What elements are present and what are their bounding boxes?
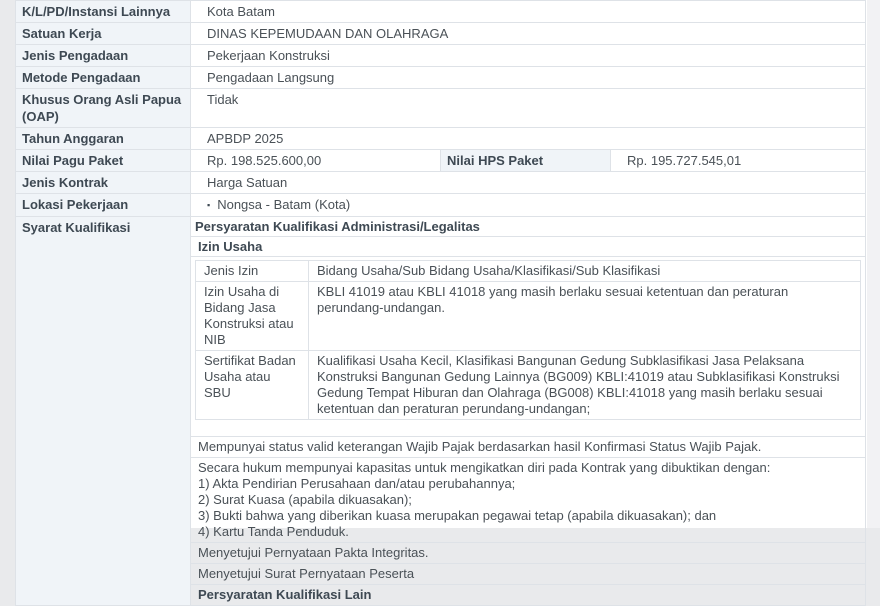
- syarat-kualifikasi-row: [16, 217, 866, 606]
- section-title-kualifikasi-lain: Persyaratan Kualifikasi Lain: [191, 584, 865, 605]
- requirement-pakta-integritas: Menyetujui Pernyataan Pakta Integritas.: [191, 542, 865, 563]
- row-label: Lokasi Pekerjaan: [16, 194, 191, 217]
- table-row: [16, 45, 866, 67]
- table-row: [196, 282, 861, 351]
- lokasi-pekerjaan-row: [16, 194, 866, 217]
- requirement-line: 4) Kartu Tanda Penduduk.: [198, 524, 349, 539]
- row-value: Pekerjaan Konstruksi: [191, 45, 866, 67]
- lokasi-value: [191, 194, 866, 217]
- row-value: Kota Batam: [191, 1, 866, 23]
- tender-detail-table: [15, 0, 866, 606]
- row-label: Satuan Kerja: [16, 23, 191, 45]
- table-row: [16, 1, 866, 23]
- nilai-hps-label: Nilai HPS Paket: [441, 150, 611, 172]
- requirement-line: 3) Bukti bahwa yang diberikan kuasa merupakan pegawai tetap (apabila dikuasakan); dan: [198, 508, 717, 523]
- requirement-wajib-pajak: Mempunyai status valid keterangan Wajib Pajak berdasarkan hasil Konfirmasi Status Wajib Pajak.: [191, 436, 865, 457]
- row-value: DINAS KEPEMUDAAN DAN OLAHRAGA: [191, 23, 866, 45]
- nilai-hps-value: Rp. 195.727.545,01: [611, 150, 866, 172]
- row-value: APBDP 2025: [191, 128, 866, 150]
- izin-row-value: Bidang Usaha/Sub Bidang Usaha/Klasifikasi/Sub Klasifikasi: [309, 261, 861, 282]
- izin-row-label: Izin Usaha di Bidang Jasa Konstruksi atau NIB: [196, 282, 309, 351]
- row-label: Khusus Orang Asli Papua (OAP): [16, 89, 191, 128]
- square-bullet-icon: ▪: [207, 200, 211, 210]
- izin-row-value: KBLI 41019 atau KBLI 41018 yang masih berlaku sesuai ketentuan dan peraturan perundang-undangan.: [309, 282, 861, 351]
- nilai-paket-row: [16, 150, 866, 172]
- requirement-kapasitas-hukum: [191, 457, 865, 542]
- row-value: Tidak: [191, 89, 866, 128]
- content-panel: [15, 0, 867, 602]
- row-label: Jenis Pengadaan: [16, 45, 191, 67]
- nilai-pagu-value: Rp. 198.525.600,00: [191, 150, 441, 172]
- syarat-kualifikasi-content: [191, 217, 866, 606]
- requirement-line: 1) Akta Pendirian Perusahaan dan/atau perubahannya;: [198, 476, 516, 491]
- nilai-pagu-label: Nilai Pagu Paket: [16, 150, 191, 172]
- lokasi-text: Nongsa - Batam (Kota): [217, 197, 351, 212]
- table-row: [196, 351, 861, 420]
- row-value: Harga Satuan: [191, 172, 866, 194]
- requirement-surat-pernyataan: Menyetujui Surat Pernyataan Peserta: [191, 563, 865, 584]
- table-row: [16, 67, 866, 89]
- row-label: Metode Pengadaan: [16, 67, 191, 89]
- izin-row-value: Kualifikasi Usaha Kecil, Klasifikasi Bangunan Gedung Subklasifikasi Jasa Pelaksana Konstruksi Bangunan Gedung Lainnya (BG009) KBLI:41019 atau Subklasifikasi Konstruksi Gedung Tempat Hiburan dan Olahraga (BG008) KBLI:41018 yang masih berlaku sesuai ketentuan dan peraturan perundang-undangan;: [309, 351, 861, 420]
- table-row: [16, 128, 866, 150]
- izin-usaha-table: [195, 260, 861, 420]
- section-title-administrasi: Persyaratan Kualifikasi Administrasi/Legalitas: [191, 217, 865, 237]
- table-row: [16, 89, 866, 128]
- row-value: Pengadaan Langsung: [191, 67, 866, 89]
- table-row: [196, 261, 861, 282]
- row-label: K/L/PD/Instansi Lainnya: [16, 1, 191, 23]
- row-label: Jenis Kontrak: [16, 172, 191, 194]
- row-label: Tahun Anggaran: [16, 128, 191, 150]
- requirement-line: Secara hukum mempunyai kapasitas untuk mengikatkan diri pada Kontrak yang dibuktikan dengan:: [198, 460, 771, 475]
- section-title-izin-usaha: Izin Usaha: [191, 237, 865, 257]
- table-row: [16, 23, 866, 45]
- izin-row-label: Jenis Izin: [196, 261, 309, 282]
- izin-row-label: Sertifikat Badan Usaha atau SBU: [196, 351, 309, 420]
- requirement-line: 2) Surat Kuasa (apabila dikuasakan);: [198, 492, 412, 507]
- row-label: Syarat Kualifikasi: [16, 217, 191, 606]
- page-right-margin: [867, 0, 880, 528]
- table-row: [16, 172, 866, 194]
